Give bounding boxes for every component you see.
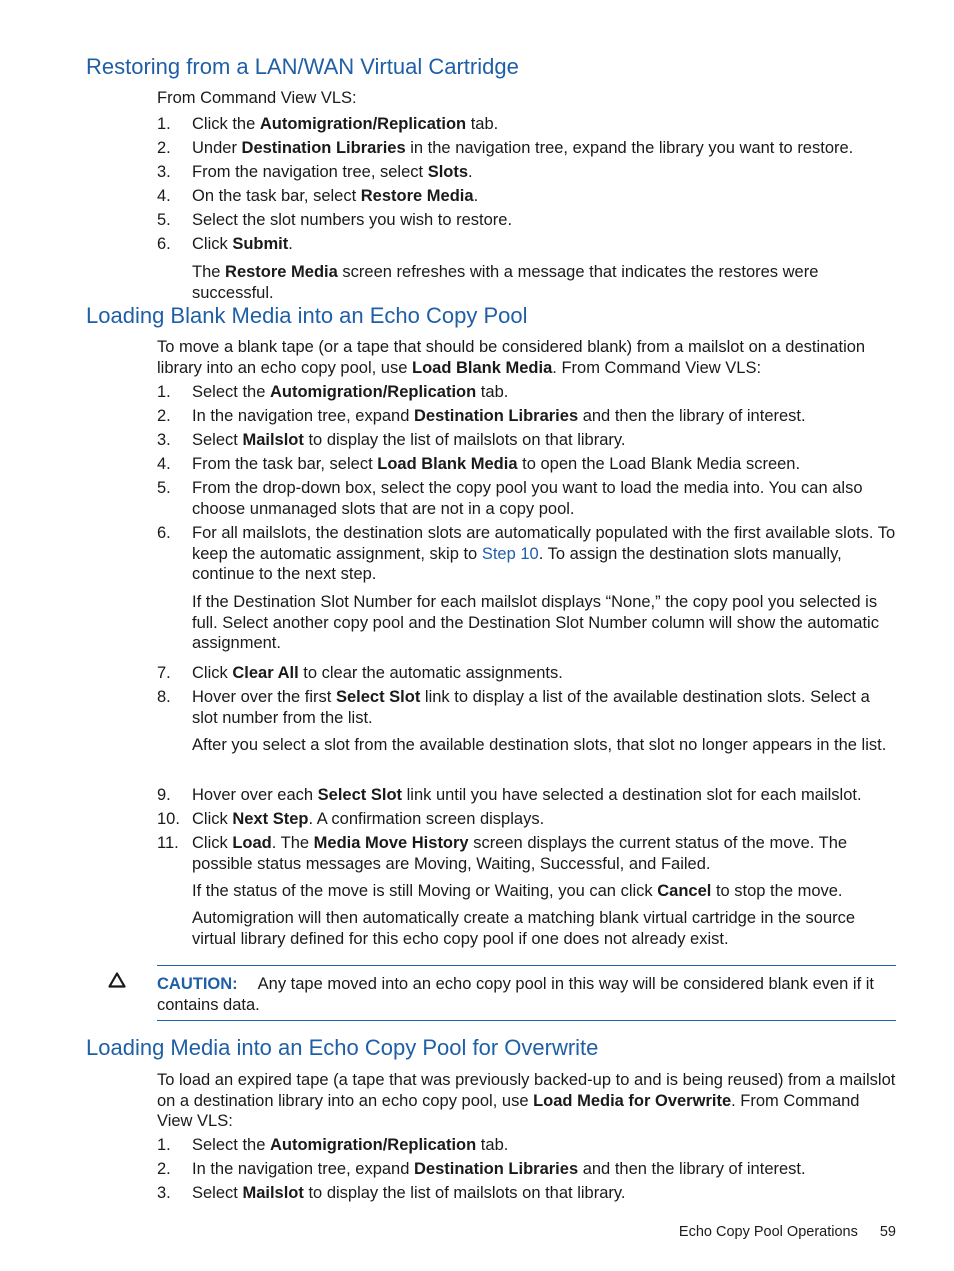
caution-triangle-icon [108, 972, 126, 988]
step-number: 2. [157, 139, 171, 157]
ui-term: Cancel [657, 882, 712, 900]
step-note [192, 262, 897, 303]
step-text: In the navigation tree, expand [192, 1160, 414, 1178]
footer-title: Echo Copy Pool Operations [678, 1224, 858, 1240]
note-text: to stop the move. [711, 882, 843, 900]
list-item [157, 234, 897, 255]
ui-term: Restore Media [360, 187, 474, 205]
note-text: If the status of the move is still Moving or Waiting, you can click [192, 882, 658, 900]
step-number: 4. [157, 455, 171, 473]
step-text: tab. [476, 1136, 509, 1154]
ui-term: Destination Libraries [241, 139, 406, 157]
list-item [157, 382, 897, 403]
ui-term: Submit [232, 235, 289, 253]
section-heading-overwrite: Loading Media into an Echo Copy Pool for Overwrite [86, 1035, 599, 1060]
section-intro: From Command View VLS: [157, 89, 357, 107]
step-text: Select the slot numbers you wish to restore. [192, 211, 513, 229]
step-text: link to display a list of the available destination slots. Select a slot number from the list. [192, 688, 870, 727]
ui-term: Media Move History [313, 834, 469, 852]
step-text: . [468, 163, 473, 181]
step-text: Hover over the first [192, 688, 336, 706]
list-item [157, 138, 897, 159]
step-number: 11. [157, 834, 179, 852]
list-item [157, 663, 897, 684]
intro-text: To move a blank tape (or a tape that should be considered blank) from a mailslot on a destination library into an echo copy pool, use [157, 338, 866, 377]
list-item [157, 809, 897, 830]
step-text: Select [192, 1184, 243, 1202]
step-number: 2. [157, 407, 171, 425]
ui-term: Automigration/Replication [259, 115, 467, 133]
step-text: Hover over each [192, 786, 318, 804]
step-number: 2. [157, 1160, 171, 1178]
step-text: Click the [192, 115, 260, 133]
list-item [157, 833, 897, 874]
intro-text: . From Command View VLS: [157, 1091, 860, 1130]
ui-term: Automigration/Replication [269, 1136, 477, 1154]
step-text: . To assign the destination slots manually, continue to the next step. [192, 544, 842, 583]
section-intro [157, 337, 897, 378]
caution-text: Any tape moved into an echo copy pool in this way will be considered blank even if it contains data. [157, 975, 875, 1014]
list-item [157, 430, 897, 451]
list-item [157, 478, 897, 519]
step-number: 6. [157, 235, 171, 253]
step-text: Under [192, 139, 242, 157]
step-text: and then the library of interest. [578, 407, 806, 425]
list-item [157, 162, 897, 183]
step-text: Select the [192, 383, 270, 401]
section-intro [157, 1070, 897, 1132]
step-number: 1. [157, 383, 171, 401]
ui-term: Destination Libraries [414, 407, 579, 425]
step-text: Click [192, 810, 233, 828]
step-number: 5. [157, 479, 171, 497]
step-text: Click [192, 834, 233, 852]
list-item [157, 454, 897, 475]
step-number: 4. [157, 187, 171, 205]
ui-term: Select Slot [335, 688, 421, 706]
step-text: . [473, 187, 479, 205]
step-text: link until you have selected a destination slot for each mailslot. [402, 786, 862, 804]
list-item [157, 1183, 897, 1204]
list-item [157, 687, 897, 728]
note-text: screen refreshes with a message that indicates the restores were successful. [192, 263, 819, 302]
ui-term: Select Slot [317, 786, 403, 804]
step-note [192, 881, 897, 902]
step-note: After you select a slot from the available destination slots, that slot no longer appears in the list. [192, 736, 887, 754]
list-item [157, 523, 897, 585]
ui-term: Mailslot [242, 1184, 304, 1202]
step-number: 7. [157, 664, 171, 682]
list-item [157, 406, 897, 427]
page-number: 59 [879, 1224, 896, 1240]
step-number: 1. [157, 1136, 171, 1154]
ui-term: Next Step [232, 810, 309, 828]
ui-term: Destination Libraries [414, 1160, 579, 1178]
caution-top-rule [157, 965, 896, 966]
step-text: in the navigation tree, expand the library you want to restore. [405, 139, 854, 157]
step-text: to clear the automatic assignments. [298, 664, 563, 682]
step-text: Click [192, 664, 233, 682]
step-text: For all mailslots, the destination slots are automatically populated with the first available slots. To keep the automatic assignment, skip to [192, 524, 896, 563]
step-text: Select the [192, 1136, 270, 1154]
step-text: tab. [466, 115, 499, 133]
list-item [157, 785, 897, 806]
ui-term: Clear All [232, 664, 299, 682]
step-number: 3. [157, 431, 171, 449]
ui-term: Mailslot [242, 431, 304, 449]
list-item [157, 186, 897, 207]
step-number: 5. [157, 211, 171, 229]
step-number: 1. [157, 115, 171, 133]
ui-term: Restore Media [225, 263, 338, 281]
ui-term: Slots [427, 163, 469, 181]
intro-text: To load an expired tape (a tape that was previously backed-up to and is being reused) from a mailslot on a destination library into an echo copy pool, use [157, 1071, 896, 1110]
ui-term: Load [232, 834, 272, 852]
caution-box [157, 974, 897, 1015]
step-text: From the task bar, select [192, 455, 378, 473]
step-number: 8. [157, 688, 171, 706]
page-footer [600, 1223, 896, 1241]
step-10-link[interactable]: Step 10 [481, 544, 539, 563]
list-item [157, 1135, 897, 1156]
ui-term: Load Media for Overwrite [533, 1091, 732, 1110]
step-text: . The [271, 834, 314, 852]
section-heading-restoring: Restoring from a LAN/WAN Virtual Cartridge [86, 54, 519, 79]
step-note: Automigration will then automatically create a matching blank virtual cartridge in the source virtual library defined for this echo copy pool if one does not already exist. [192, 909, 856, 948]
list-item [157, 210, 897, 231]
step-number: 3. [157, 163, 171, 181]
step-text: From the drop-down box, select the copy pool you want to load the media into. You can also choose unmanaged slots that are not in a copy pool. [192, 479, 863, 518]
step-text: From the navigation tree, select [192, 163, 428, 181]
step-text: On the task bar, select [192, 187, 361, 205]
note-text: The [192, 263, 226, 281]
ui-term: Automigration/Replication [269, 383, 477, 401]
list-item [157, 114, 897, 135]
step-number: 3. [157, 1184, 171, 1202]
intro-text: . From Command View VLS: [552, 358, 762, 377]
caution-label: CAUTION: [157, 975, 238, 993]
step-text: tab. [476, 383, 509, 401]
caution-bottom-rule [157, 1020, 896, 1021]
step-number: 9. [157, 786, 171, 804]
step-text: to display the list of mailslots on that library. [303, 431, 626, 449]
step-number: 10. [157, 810, 180, 828]
step-text: . A confirmation screen displays. [308, 810, 545, 828]
step-number: 6. [157, 524, 171, 542]
step-text: to open the Load Blank Media screen. [517, 455, 801, 473]
step-text: Select [192, 431, 243, 449]
section-heading-blank-media: Loading Blank Media into an Echo Copy Pool [86, 303, 528, 328]
step-text: Click [192, 235, 233, 253]
step-text: In the navigation tree, expand [192, 407, 414, 425]
list-item [157, 1159, 897, 1180]
step-note: If the Destination Slot Number for each mailslot displays “None,” the copy pool you selected is full. Select another copy pool and the Destination Slot Number column will show the automatic assignment. [192, 593, 879, 652]
ui-term: Load Blank Media [377, 455, 518, 473]
ui-term: Load Blank Media [412, 358, 553, 377]
step-text: screen displays the current status of the move. The possible status messages are Moving, Waiting, Successful, and Failed. [192, 834, 848, 873]
step-text: and then the library of interest. [578, 1160, 806, 1178]
step-text: . [288, 235, 293, 253]
step-text: to display the list of mailslots on that library. [303, 1184, 626, 1202]
